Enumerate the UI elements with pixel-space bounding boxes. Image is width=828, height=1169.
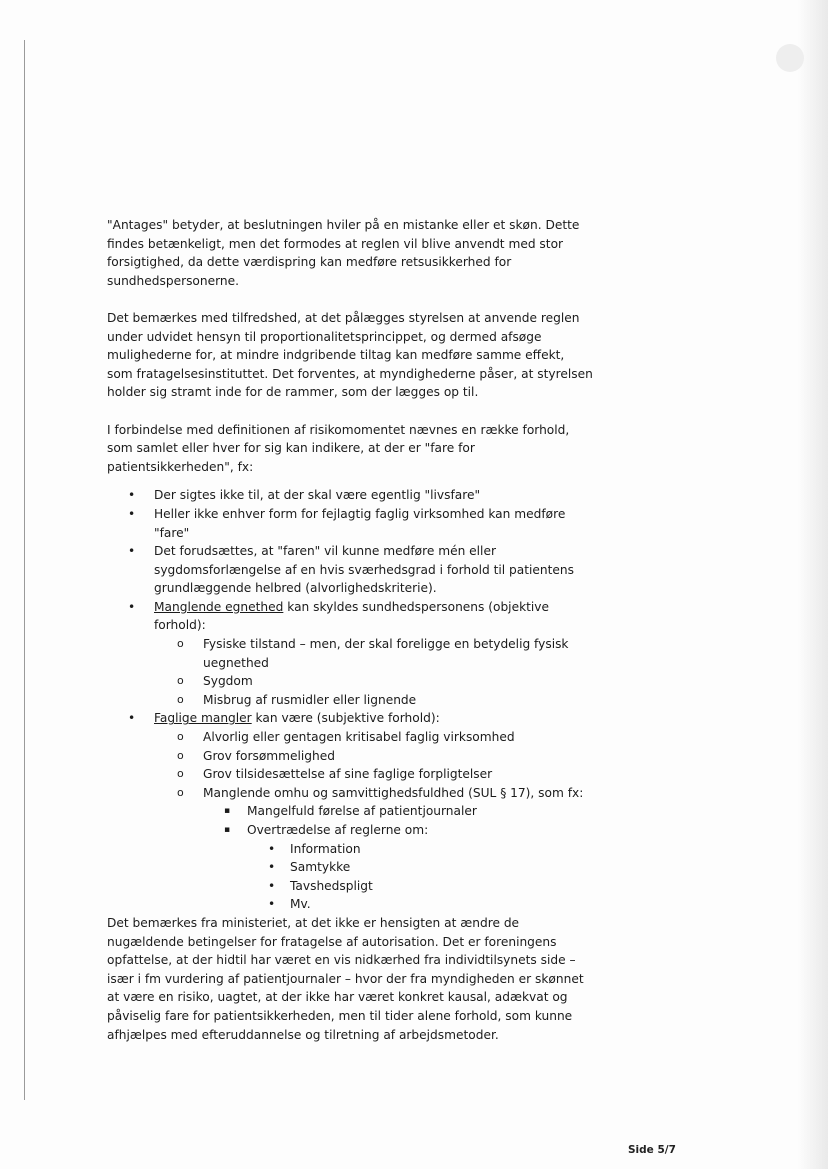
- list-item-manglende-egnethed: [107, 598, 593, 710]
- list-item: o Grov tilsidesættelse af sine faglige forpligtelser: [154, 765, 593, 784]
- list-item: • Det forudsættes, at "faren" vil kunne medføre mén eller sygdomsforlængelse af en hvis sværhedsgrad i forhold til patientens grundlæggende helbred (alvorlighedskriterie).: [107, 542, 593, 598]
- list-item-omhu: [154, 784, 593, 914]
- scan-corner-mark: [776, 44, 804, 72]
- list-item-text: Overtrædelse af reglerne om:: [247, 823, 429, 837]
- list-item: • Heller ikke enhver form for fejlagtig faglig virksomhed kan medføre "fare": [107, 505, 593, 542]
- rules-list: [247, 840, 593, 914]
- objective-conditions-list: [154, 635, 593, 709]
- paragraph-antages: "Antages" betyder, at beslutningen hviler på en mistanke eller et skøn. Dette findes betænkeligt, men det formodes at reglen vil blive anvendt med stor forsigtighed, da dette værdispring kan medføre retsusikkerhed for sundhedspersonerne.: [107, 218, 580, 288]
- list-item: o Alvorlig eller gentagen kritisabel faglig virksomhed: [154, 728, 593, 747]
- document-body: [107, 216, 593, 1063]
- paragraph-risikomoment: I forbindelse med definitionen af risikomomentet nævnes en række forhold, som samlet eller hver for sig kan indikere, at der er "fare for patientsikkerheden", fx:: [107, 422, 570, 474]
- list-item: • Information: [247, 840, 593, 859]
- list-item: • Der sigtes ikke til, at der skal være egentlig "livsfare": [107, 486, 593, 505]
- list-item: • Samtykke: [247, 858, 593, 877]
- list-item: o Misbrug af rusmidler eller lignende: [154, 691, 593, 710]
- list-item-text: kan være (subjektive forhold):: [251, 711, 440, 726]
- scan-shadow: [798, 0, 828, 1169]
- subjective-conditions-list: [154, 728, 593, 914]
- underlined-term: Manglende egnethed: [154, 599, 284, 614]
- list-item-faglige-mangler: [107, 709, 593, 914]
- omhu-examples-list: [203, 802, 593, 914]
- list-item: o Grov forsømmelighed: [154, 747, 593, 766]
- list-item-overtraedelse: [203, 821, 593, 914]
- page-number: Side 5/7: [628, 1144, 676, 1156]
- list-item-text: Manglende omhu og samvittighedsfuldhed (SUL § 17), som fx:: [203, 785, 584, 800]
- paragraph-ministeriet: Det bemærkes fra ministeriet, at det ikke er hensigten at ændre de nugældende betingelser for fratagelse af autorisation. Det er foreningens opfattelse, at der hidtil har været en vis nidkærhed fra individtilsynets side – især i fm vurdering af patientjournaler – hvor der fra myndigheden er skønnet at være en risiko, uagtet, at der ikke har været konkret kausal, adækvat og påviselig fare for patientsikkerheden, men til tider alene forhold, som kunne afhjælpes med efteruddannelse og tilretning af arbejdsmetoder.: [107, 915, 584, 1042]
- list-item: o Sygdom: [154, 672, 593, 691]
- list-item: • Mv.: [247, 895, 593, 914]
- list-item: • Tavshedspligt: [247, 877, 593, 896]
- risk-factor-list: [107, 486, 593, 914]
- paragraph-proportionalitet: Det bemærkes med tilfredshed, at det pålægges styrelsen at anvende reglen under udvidet hensyn til proportionalitetsprincippet, og dermed afsøge mulighederne for, at mindre indgribende tiltag kan medføre samme effekt, som fratagelsesinstituttet. Det forventes, at myndighederne påser, at styrelsen holder sig stramt inde for de rammer, som der lægges op til.: [107, 310, 593, 400]
- margin-rule: [24, 40, 25, 1100]
- list-item-text: kan skyldes sundhedspersonens (objektive forhold):: [154, 599, 550, 633]
- list-item: o Fysiske tilstand – men, der skal foreligge en betydelig fysisk uegnethed: [154, 635, 593, 672]
- underlined-term: Faglige mangler: [154, 711, 252, 726]
- list-item: ▪ Mangelfuld førelse af patientjournaler: [203, 802, 593, 821]
